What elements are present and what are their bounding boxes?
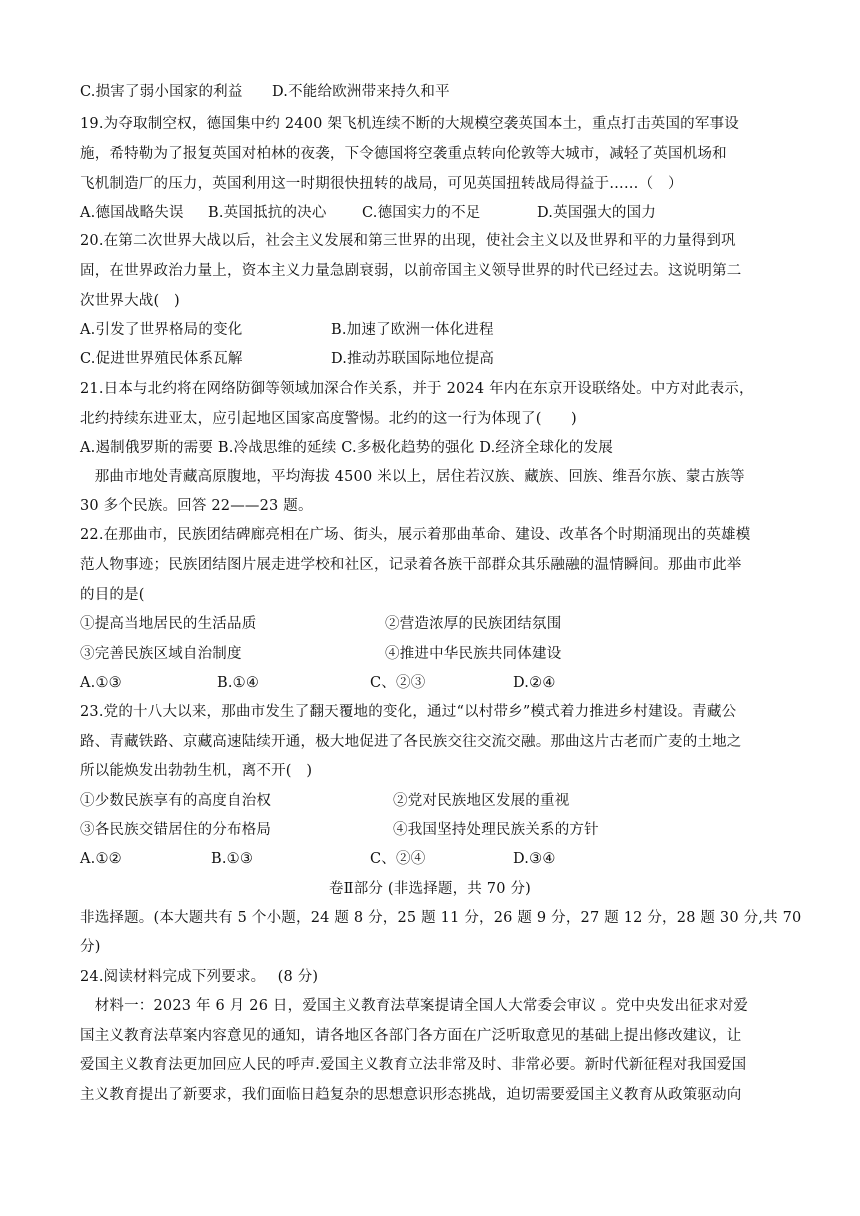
q19-option-b: B.英国抵抗的决心 (208, 205, 327, 221)
passage-line2: 30 多个民族。回答 22——23 题。 (80, 498, 313, 514)
q22-option-c: C、②③ (370, 675, 426, 691)
q22-item-1: ①提高当地居民的生活品质 (80, 616, 257, 632)
q21-stem-line2: 北约持续东进亚太，应引起地区国家高度警惕。北约的这一行为体现了( ) (80, 411, 577, 427)
q24-material-line2: 国主义教育法草案内容意见的通知，请各地区各部门各方面在广泛听取意见的基础上提出修改建议，让 (80, 1028, 742, 1044)
q22-stem-line3: 的目的是( (80, 587, 145, 603)
q20-option-a: A.引发了世界格局的变化 (80, 322, 243, 338)
q19-option-c: C.德国实力的不足 (362, 205, 481, 221)
q24-material-line3: 爱国主义教育法更加回应人民的呼声.爱国主义教育立法非常及时、非常必要。新时代新征程对我国爱国 (80, 1057, 747, 1073)
q24-material-line1: 材料一：2023 年 6 月 26 日，爱国主义教育法草案提请全国人大常委会审议 。党中央发出征求对爱 (80, 998, 749, 1014)
q24-material-line4: 主义教育提出了新要求，我们面临日趋复杂的思想意识形态挑战，迫切需要爱国主义教育从政策驱动向 (80, 1087, 742, 1103)
q19-option-a: A.德国战略失误 (80, 205, 184, 221)
q23-stem-line3: 所以能焕发出勃勃生机，离不开( ) (80, 763, 313, 779)
q22-option-a: A.①③ (80, 675, 122, 691)
q24-heading: 24.阅读材料完成下列要求。 (8 分) (80, 969, 319, 985)
q23-item-3: ③各民族交错居住的分布格局 (80, 822, 272, 838)
q19-option-d: D.英国强大的国力 (537, 205, 657, 221)
q22-item-2: ②营造浓厚的民族团结氛围 (385, 616, 562, 632)
q20-stem-line2: 固，在世界政治力量上，资本主义力量急剧衰弱，以前帝国主义领导世界的时代已经过去。这说明第二 (80, 263, 742, 279)
q22-option-b: B.①④ (217, 675, 260, 691)
q19-stem-line3: 飞机制造厂的压力，英国利用这一时期很快扭转的战局，可见英国扭转战局得益于……（ ） (80, 176, 683, 192)
q23-item-4: ④我国坚持处理民族关系的方针 (393, 822, 599, 838)
q20-stem-line3: 次世界大战( ) (80, 293, 180, 309)
q23-option-c: C、②④ (370, 851, 426, 867)
nonchoice-instructions-line2: 分) (80, 939, 101, 955)
q22-option-d: D.②④ (513, 675, 556, 691)
q23-stem-line2: 路、青藏铁路、京藏高速陆续开通，极大地促进了各民族交往交流交融。那曲这片古老而广麦的土地之 (80, 734, 742, 750)
q21-stem-line1: 21.日本与北约将在网络防御等领域加深合作关系，并于 2024 年内在东京开设联络处。中方对此表示， (80, 381, 754, 397)
q18-options-cd: C.损害了弱小国家的利益 D.不能给欧洲带来持久和平 (80, 84, 450, 100)
q19-stem-line1: 19.为夺取制空权，德国集中约 2400 架飞机连续不断的大规模空袭英国本土，重点打击英国的军事设 (80, 116, 739, 132)
q23-item-1: ①少数民族享有的高度自治权 (80, 793, 272, 809)
q20-option-b: B.加速了欧洲一体化进程 (331, 322, 494, 338)
section-title: 卷Ⅱ部分 (非选择题，共 70 分) (328, 881, 532, 897)
q23-item-2: ②党对民族地区发展的重视 (393, 793, 570, 809)
q23-option-a: A.①② (80, 851, 122, 867)
nonchoice-instructions-line1: 非选择题。(本大题共有 5 个小题，24 题 8 分，25 题 11 分，26 题 9 分，27 题 12 分，28 题 30 分,共 70 (80, 910, 802, 926)
q22-stem-line2: 范人物事迹；民族团结图片展走进学校和社区，记录着各族干部群众其乐融融的温情瞬间。那曲市此举 (80, 557, 742, 573)
q22-item-3: ③完善民族区域自治制度 (80, 646, 242, 662)
q22-stem-line1: 22.在那曲市，民族团结碑廊亮相在广场、街头，展示着那曲革命、建设、改革各个时期涌现出的英雄模 (80, 527, 751, 543)
q21-options: A.遏制俄罗斯的需要 B.冷战思维的延续 C.多极化趋势的强化 D.经济全球化的发展 (80, 440, 613, 456)
q19-stem-line2: 施，希特勒为了报复英国对柏林的夜袭，下令德国将空袭重点转向伦敦等大城市，减轻了英国机场和 (80, 146, 727, 162)
q23-option-b: B.①③ (211, 851, 254, 867)
passage-line1: 那曲市地处青藏高原腹地，平均海拔 4500 米以上，居住若汉族、藏族、回族、维吾尔族、蒙古族等 (80, 469, 745, 485)
q23-option-d: D.③④ (513, 851, 556, 867)
q20-option-c: C.促进世界殖民体系瓦解 (80, 351, 243, 367)
q23-stem-line1: 23.党的十八大以来，那曲市发生了翻天覆地的变化，通过“以村带乡”模式着力推进乡村建设。青藏公 (80, 704, 737, 720)
q20-stem-line1: 20.在第二次世界大战以后，社会主义发展和第三世界的出现，使社会主义以及世界和平的力量得到巩 (80, 233, 736, 249)
q22-item-4: ④推进中华民族共同体建设 (385, 646, 562, 662)
q20-option-d: D.推动苏联国际地位提高 (331, 351, 495, 367)
